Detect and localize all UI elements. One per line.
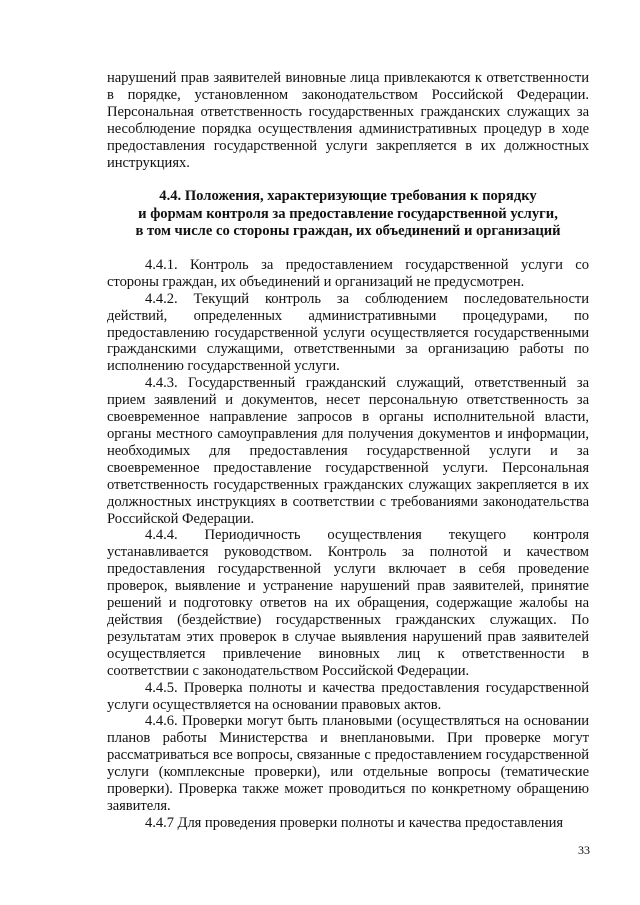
section-heading-line-2: и формам контроля за предоставление государственной услуги, (138, 205, 558, 222)
section-heading-line-1: 4.4. Положения, характеризующие требования к порядку (159, 188, 537, 205)
intro-paragraph: нарушений прав заявителей виновные лица привлекаются к ответственности в порядке, установленном законодательством Российской Федерации. Персональная ответственность государственных гражданских служащих за несоблюдение порядка осуществления административных процедур в ходе предоставления государственной услуги закрепляется в их должностных инструкциях. (107, 70, 589, 171)
paragraph-4-4-1: 4.4.1. Контроль за предоставлением государственной услуги со стороны граждан, их объединений и организаций не предусмотрен. (107, 256, 589, 290)
paragraph-4-4-7: 4.4.7 Для проведения проверки полноты и качества предоставления (145, 814, 563, 831)
page-number: 33 (578, 843, 590, 857)
section-heading-line-3: в том числе со стороны граждан, их объединений и организаций (135, 223, 561, 240)
section-heading (107, 188, 589, 241)
paragraph-4-4-2: 4.4.2. Текущий контроль за соблюдением последовательности действий, определенных административными процедурами, по предоставлению государственной услуги осуществляется государственными гражданскими служащими, ответственными за организацию работы по исполнению государственной услуги. (107, 290, 589, 375)
paragraph-4-4-6: 4.4.6. Проверки могут быть плановыми (осуществляться на основании планов работы Министерства и внеплановыми. При проверке могут рассматриваться все вопросы, связанные с предоставлением государственной услуги (комплексные проверки), или отдельные вопросы (тематические проверки). Проверка также может проводиться по конкретному обращению заявителя. (107, 713, 589, 814)
paragraph-4-4-3: 4.4.3. Государственный гражданский служащий, ответственный за прием заявлений и документов, несет персональную ответственность за своевременное направление запросов в органы исполнительной власти, органы местного самоуправления для получения документов и информации, необходимых для предоставления государственной услуги и за своевременное предоставление государственной услуги. Персональная ответственность государственных гражданских служащих закрепляется в их должностных инструкциях в соответствии с требованиями законодательства Российской Федерации. (107, 375, 589, 527)
document-page (107, 70, 589, 832)
paragraph-4-4-4: 4.4.4. Периодичность осуществления текущего контроля устанавливается руководством. Контроль за полнотой и качеством предоставления государственной услуги включает в себя проведение проверок, выявление и устранение нарушений прав заявителей, принятие решений и подготовку ответов на их обращения, содержащие жалобы на действия (бездействие) государственных гражданских служащих. По результатам этих проверок в случае выявления нарушений прав заявителей осуществляется привлечение виновных лиц к ответственности в соответствии с законодательством Российской Федерации. (107, 527, 589, 679)
paragraph-4-4-5: 4.4.5. Проверка полноты и качества предоставления государственной услуги осуществляется на основании правовых актов. (107, 679, 589, 713)
